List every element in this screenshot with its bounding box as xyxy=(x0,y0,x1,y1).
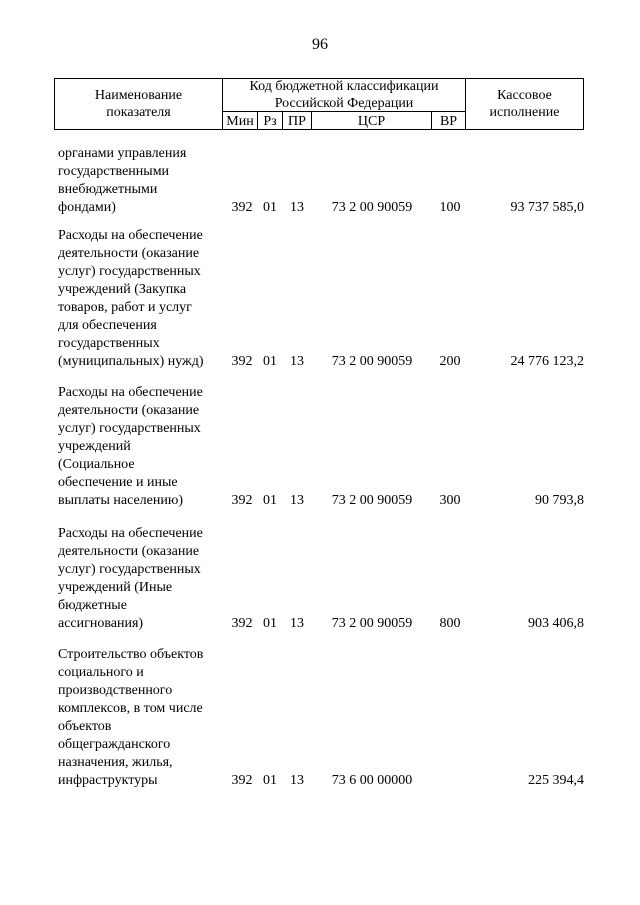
row-name-line: обеспечение и иные xyxy=(58,475,178,490)
row-csr: 73 2 00 90059 xyxy=(331,493,413,508)
header-name-line-2: показателя xyxy=(106,105,171,120)
row-min: 392 xyxy=(231,354,253,369)
row-name-line: деятельности (оказание xyxy=(58,544,200,559)
header-name-col xyxy=(55,79,222,129)
row-name-line: фондами) xyxy=(58,200,116,215)
row-name-line: государственных xyxy=(58,336,160,351)
row-name-line: услуг) государственных xyxy=(58,264,201,279)
header-pr: ПР xyxy=(288,113,306,129)
row-name-line: ассигнования) xyxy=(58,616,144,631)
row-name-line: выплаты населению) xyxy=(58,493,183,508)
row-vr: 200 xyxy=(439,354,461,369)
header-code-line-1: Код бюджетной классификации xyxy=(249,78,439,94)
row-name xyxy=(58,145,228,217)
header-name-line-1: Наименование xyxy=(94,88,183,103)
row-name xyxy=(58,646,228,790)
row-name-line: учреждений (Иные xyxy=(58,580,173,595)
row-min: 392 xyxy=(231,773,253,788)
row-name-line: Расходы на обеспечение xyxy=(58,385,203,400)
header-cash-line-1: Кассовое xyxy=(497,88,552,103)
row-name-line: товаров, работ и услуг xyxy=(58,300,192,315)
row-pr: 13 xyxy=(290,773,304,788)
header-csr: ЦСР xyxy=(357,113,386,129)
row-name-line: государственными xyxy=(58,164,170,179)
row-pr: 13 xyxy=(290,616,304,631)
row-name-line: (Социальное xyxy=(58,457,135,472)
row-name-line: комплексов, в том числе xyxy=(58,701,203,716)
row-name-line: учреждений xyxy=(58,439,131,454)
row-rz: 01 xyxy=(263,354,277,369)
table-row xyxy=(0,525,640,633)
row-name xyxy=(58,384,228,510)
row-pr: 13 xyxy=(290,200,304,215)
table-header xyxy=(54,78,584,130)
row-name-line: внебюджетными xyxy=(58,182,158,197)
table-row xyxy=(0,227,640,371)
header-min: Мин xyxy=(226,113,254,129)
row-pr: 13 xyxy=(290,493,304,508)
header-code-group xyxy=(223,78,465,111)
row-name-line: общегражданского xyxy=(58,737,171,752)
row-name-line: Строительство объектов xyxy=(58,647,204,662)
row-min: 392 xyxy=(231,493,253,508)
row-min: 392 xyxy=(231,200,253,215)
row-name-line: Расходы на обеспечение xyxy=(58,526,203,541)
table-row xyxy=(0,145,640,217)
row-name-line: инфраструктуры xyxy=(58,773,158,788)
row-name-line: назначения, жилья, xyxy=(58,755,173,770)
row-csr: 73 2 00 90059 xyxy=(331,200,413,215)
row-amount: 24 776 123,2 xyxy=(510,354,584,369)
row-name-line: услуг) государственных xyxy=(58,562,201,577)
row-rz: 01 xyxy=(263,493,277,508)
row-min: 392 xyxy=(231,616,253,631)
row-vr: 100 xyxy=(439,200,461,215)
row-csr: 73 2 00 90059 xyxy=(331,354,413,369)
row-vr: 300 xyxy=(439,493,461,508)
row-amount: 225 394,4 xyxy=(528,773,584,788)
row-name-line: социального и xyxy=(58,665,144,680)
row-rz: 01 xyxy=(263,616,277,631)
header-vr: ВР xyxy=(439,113,458,129)
header-code-line-2: Российской Федерации xyxy=(274,95,414,111)
row-name-line: для обеспечения xyxy=(58,318,157,333)
table-row xyxy=(0,384,640,510)
row-vr: 800 xyxy=(439,616,461,631)
row-pr: 13 xyxy=(290,354,304,369)
header-rz: Рз xyxy=(263,113,277,129)
row-name-line: Расходы на обеспечение xyxy=(58,228,203,243)
row-name-line: (муниципальных) нужд) xyxy=(58,354,204,369)
row-name-line: производственного xyxy=(58,683,173,698)
row-name xyxy=(58,227,228,371)
row-amount: 90 793,8 xyxy=(535,493,584,508)
table-row xyxy=(0,646,640,790)
row-csr: 73 6 00 00000 xyxy=(331,773,413,788)
row-name xyxy=(58,525,228,633)
row-name-line: объектов xyxy=(58,719,112,734)
page-number: 96 xyxy=(312,36,328,53)
row-amount: 903 406,8 xyxy=(528,616,584,631)
row-name-line: органами управления xyxy=(58,146,187,161)
row-rz: 01 xyxy=(263,773,277,788)
row-name-line: деятельности (оказание xyxy=(58,403,200,418)
row-csr: 73 2 00 90059 xyxy=(331,616,413,631)
row-amount: 93 737 585,0 xyxy=(510,200,584,215)
header-cash-col xyxy=(466,79,583,129)
row-name-line: бюджетные xyxy=(58,598,127,613)
row-name-line: учреждений (Закупка xyxy=(58,282,187,297)
row-rz: 01 xyxy=(263,200,277,215)
row-name-line: деятельности (оказание xyxy=(58,246,200,261)
row-name-line: услуг) государственных xyxy=(58,421,201,436)
header-cash-line-2: исполнение xyxy=(489,105,560,120)
